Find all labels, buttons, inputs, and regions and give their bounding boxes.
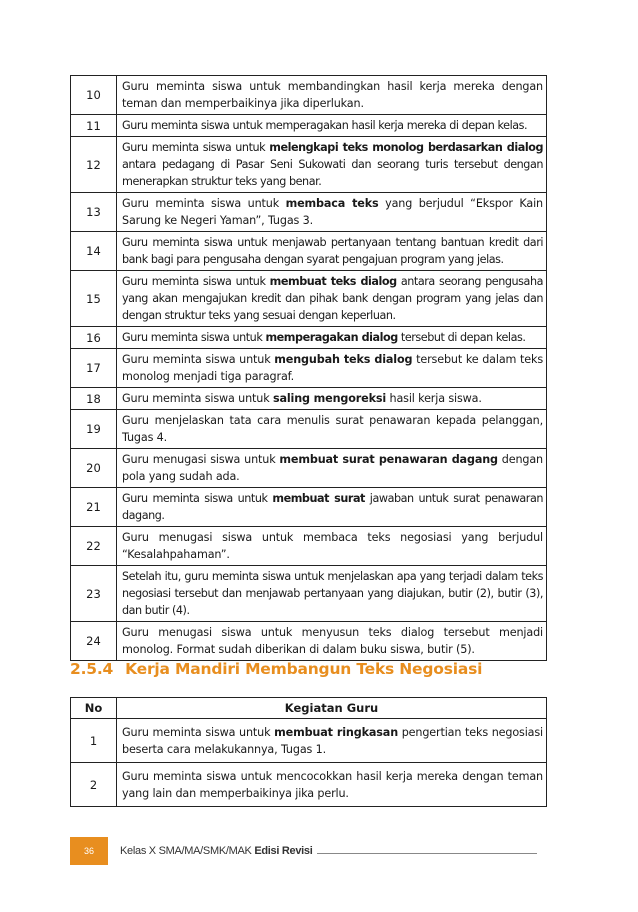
page-number: 36 — [70, 837, 108, 865]
edition-label: Edisi Revisi — [254, 845, 313, 857]
table-row — [71, 271, 547, 327]
table-row — [71, 137, 547, 193]
table-row — [71, 719, 547, 763]
row-number: 19 — [71, 410, 117, 449]
row-text: Guru meminta siswa untuk membandingkan hasil kerja mereka dengan teman dan memperbaikinya jika diperlukan. — [117, 76, 547, 115]
row-text: Guru meminta siswa untuk membaca teks yang berjudul “Ekspor Kain Sarung ke Negeri Yaman”, Tugas 3. — [117, 193, 547, 232]
row-number: 15 — [71, 271, 117, 327]
footer-divider — [317, 853, 537, 854]
row-number: 22 — [71, 527, 117, 566]
section-number: 2.5.4 — [70, 660, 114, 678]
book-title: Kelas X SMA/MA/SMK/MAK Edisi Revisi — [120, 845, 313, 857]
row-text: Guru meminta siswa untuk membuat ringkasan pengertian teks negosiasi beserta cara melakukannya, Tugas 1. — [117, 719, 547, 763]
row-number: 17 — [71, 349, 117, 388]
section-heading — [70, 660, 482, 678]
row-text: Guru meminta siswa untuk membuat teks dialog antara seorang pengusaha yang akan mengajukan kredit dan pihak bank dengan program yang jelas dan dengan struktur teks yang sesuai dengan keperluan. — [117, 271, 547, 327]
row-text: Guru meminta siswa untuk mengubah teks dialog tersebut ke dalam teks monolog menjadi tiga paragraf. — [117, 349, 547, 388]
row-text: Guru menugasi siswa untuk menyusun teks dialog tersebut menjadi monolog. Format sudah diberikan di dalam buku siswa, butir (5). — [117, 622, 547, 661]
row-text: Guru meminta siswa untuk membuat surat jawaban untuk surat penawaran dagang. — [117, 488, 547, 527]
row-number: 10 — [71, 76, 117, 115]
table-row — [71, 115, 547, 137]
activity-table-kerja-mandiri — [70, 697, 547, 807]
row-number: 21 — [71, 488, 117, 527]
table-row — [71, 449, 547, 488]
row-number: 12 — [71, 137, 117, 193]
row-number: 18 — [71, 388, 117, 410]
section-title: Kerja Mandiri Membangun Teks Negosiasi — [125, 660, 483, 678]
table-row — [71, 410, 547, 449]
table-row — [71, 566, 547, 622]
table-row — [71, 388, 547, 410]
column-header-no: No — [71, 698, 117, 719]
row-number: 13 — [71, 193, 117, 232]
row-number: 1 — [71, 719, 117, 763]
row-text: Guru meminta siswa untuk melengkapi teks monolog berdasarkan dialog antara pedagang di Pasar Seni Sukowati dan seorang turis tersebut dengan menerapkan struktur teks yang benar. — [117, 137, 547, 193]
row-number: 11 — [71, 115, 117, 137]
row-number: 24 — [71, 622, 117, 661]
table-row — [71, 193, 547, 232]
table-row — [71, 527, 547, 566]
row-number: 23 — [71, 566, 117, 622]
row-text: Guru meminta siswa untuk menjawab pertanyaan tentang bantuan kredit dari bank bagi para pengusaha dengan syarat pengajuan program yang jelas. — [117, 232, 547, 271]
table-row — [71, 763, 547, 807]
table-row — [71, 232, 547, 271]
activity-table-continued — [70, 75, 547, 661]
row-text: Guru menugasi siswa untuk membaca teks negosiasi yang berjudul “Kesalahpahaman”. — [117, 527, 547, 566]
row-text: Setelah itu, guru meminta siswa untuk menjelaskan apa yang terjadi dalam teks negosiasi tersebut dan menjawab pertanyaan yang diajukan, butir (2), butir (3), dan butir (4). — [117, 566, 547, 622]
table-row — [71, 488, 547, 527]
row-number: 16 — [71, 327, 117, 349]
table-row — [71, 76, 547, 115]
row-text: Guru meminta siswa untuk memperagakan hasil kerja mereka di depan kelas. — [117, 115, 547, 137]
row-number: 14 — [71, 232, 117, 271]
row-number: 2 — [71, 763, 117, 807]
row-number: 20 — [71, 449, 117, 488]
row-text: Guru meminta siswa untuk memperagakan dialog tersebut di depan kelas. — [117, 327, 547, 349]
table-header-row — [71, 698, 547, 719]
table-row — [71, 327, 547, 349]
row-text: Guru menugasi siswa untuk membuat surat penawaran dagang dengan pola yang sudah ada. — [117, 449, 547, 488]
row-text: Guru meminta siswa untuk mencocokkan hasil kerja mereka dengan teman yang lain dan memperbaikinya jika perlu. — [117, 763, 547, 807]
column-header-activity: Kegiatan Guru — [117, 698, 547, 719]
table-row — [71, 622, 547, 661]
row-text: Guru menjelaskan tata cara menulis surat penawaran kepada pelanggan, Tugas 4. — [117, 410, 547, 449]
row-text: Guru meminta siswa untuk saling mengoreksi hasil kerja siswa. — [117, 388, 547, 410]
table-row — [71, 349, 547, 388]
